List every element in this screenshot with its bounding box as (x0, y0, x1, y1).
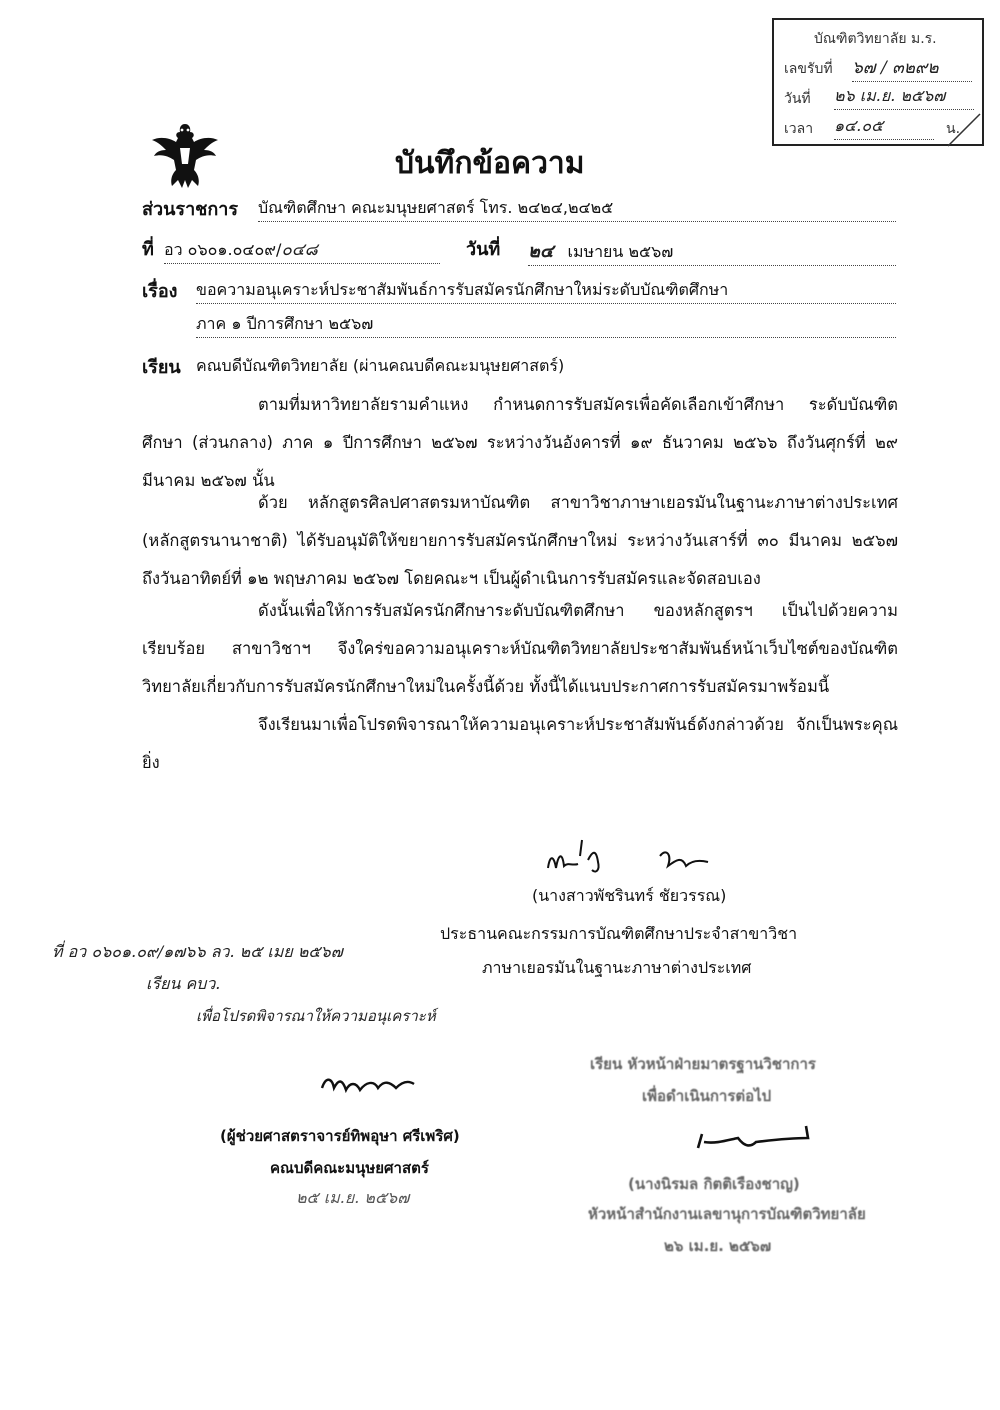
stamp-receipt-label: เลขรับที่ (784, 61, 833, 77)
body-paragraph-2: ด้วย หลักสูตรศิลปศาสตรมหาบัณฑิต สาขาวิชาภาษาเยอรมันในฐานะภาษาต่างประเทศ (หลักสูตรนานาชาติ) ได้รับอนุมัติให้ขยายการรับสมัครนักศึกษาใหม่ ระหว่างวันเสาร์ที่ ๓๐ มีนาคม ๒๕๖๗ ถึงวันอาทิตย์ที่ ๑๒ พฤษภาคม ๒๕๖๗ โดยคณะฯ เป็นผู้ดำเนินการรับสมัครและจัดสอบเอง (142, 493, 898, 588)
secretary-signature (692, 1118, 816, 1158)
agency-value: บัณฑิตศึกษา คณะมนุษยศาสตร์ โทร. ๒๔๒๔,๒๔๒๕ (258, 196, 896, 222)
date-label: วันที่ (466, 239, 501, 260)
to-label: เรียน (142, 357, 181, 378)
stamp-time-value: ๑๔.๐๕ (834, 114, 934, 140)
endorse-right-purpose: เพื่อดำเนินการต่อไป (642, 1087, 772, 1105)
endorse-left-date: ๒๕ เม.ย. ๒๕๖๗ (296, 1188, 410, 1207)
signer-signature (540, 826, 760, 886)
endorse-right-position: หัวหน้าสำนักงานเลขานุการบัณฑิตวิทยาลัย (588, 1205, 866, 1223)
subject-label: เรื่อง (142, 281, 178, 302)
date-value: เมษายน ๒๕๖๗ (567, 242, 674, 261)
date-line (528, 236, 896, 266)
to-value: คณบดีบัณฑิตวิทยาลัย (ผ่านคณบดีคณะมนุษยศาสตร์) (196, 356, 565, 375)
date-handwritten: ๒๔ (528, 241, 554, 262)
garuda-emblem-icon (146, 118, 224, 192)
dean-signature (316, 1066, 420, 1100)
stamp-receipt-no: ๖๗ / ๓๒๙๒ (852, 54, 972, 82)
endorse-right-to: เรียน หัวหน้าฝ่ายมาตรฐานวิชาการ (590, 1055, 816, 1073)
stamp-time-label: เวลา (784, 121, 814, 137)
ref-label: ที่ (142, 239, 154, 260)
signer-name: (นางสาวพัชรินทร์ ชัยวรรณ) (532, 886, 727, 905)
ref-line (164, 236, 440, 264)
signer-position-1: ประธานคณะกรรมการบัณฑิตศึกษาประจำสาขาวิชา (440, 924, 798, 943)
ref-value: อว ๐๖๐๑.๐๔๐๙/ (164, 240, 282, 259)
stamp-time-unit: น. (946, 121, 961, 137)
subject-line-1: ขอความอนุเคราะห์ประชาสัมพันธ์การรับสมัครนักศึกษาใหม่ระดับบัณฑิตศึกษา (196, 278, 896, 304)
endorse-left-to: เรียน คบว. (146, 974, 221, 993)
stamp-date-value: ๒๖ เม.ย. ๒๕๖๗ (834, 84, 974, 110)
receipt-stamp (772, 18, 984, 146)
stamp-date-label: วันที่ (784, 91, 811, 107)
stamp-org: บัณฑิตวิทยาลัย ม.ร. (814, 31, 937, 47)
endorse-left-name: (ผู้ช่วยศาสตราจารย์ทิพอุษา ศรีเพริศ) (220, 1127, 460, 1145)
signer-position-2: ภาษาเยอรมันในฐานะภาษาต่างประเทศ (482, 958, 752, 977)
endorse-right-name: (นางนิรมล กิตติเรืองชาญ) (628, 1175, 800, 1193)
endorse-left-position: คณบดีคณะมนุษยศาสตร์ (270, 1159, 429, 1177)
endorse-right-date: ๒๖ เม.ย. ๒๕๖๗ (664, 1237, 772, 1255)
subject-line-2: ภาค ๑ ปีการศึกษา ๒๕๖๗ (196, 312, 896, 338)
memo-title: บันทึกข้อความ (395, 146, 585, 181)
body-paragraph-1: ตามที่มหาวิทยาลัยรามคำแหง กำหนดการรับสมัครเพื่อคัดเลือกเข้าศึกษา ระดับบัณฑิตศึกษา (ส่วนกลาง) ภาค ๑ ปีการศึกษา ๒๕๖๗ ระหว่างวันอังคารที่ ๑๙ ธันวาคม ๒๕๖๖ ถึงวันศุกร์ที่ ๒๙ มีนาคม ๒๕๖๗ นั้น (142, 395, 898, 490)
body-paragraph-4: จึงเรียนมาเพื่อโปรดพิจารณาให้ความอนุเคราะห์ประชาสัมพันธ์ดังกล่าวด้วย จักเป็นพระคุณยิ่ง (142, 715, 898, 772)
stamp-slash-mark (944, 110, 984, 150)
ref-handwritten: ๐๔๘ (281, 240, 318, 260)
endorse-left-purpose: เพื่อโปรดพิจารณาให้ความอนุเคราะห์ (196, 1007, 436, 1025)
agency-label: ส่วนราชการ (142, 199, 239, 220)
body-paragraph-3: ดังนั้นเพื่อให้การรับสมัครนักศึกษาระดับบัณฑิตศึกษา ของหลักสูตรฯ เป็นไปด้วยความเรียบร้อย สาขาวิชาฯ จึงใคร่ขอความอนุเคราะห์บัณฑิตวิทยาลัยประชาสัมพันธ์หน้าเว็บไซต์ของบัณฑิตวิทยาลัยเกี่ยวกับการรับสมัครนักศึกษาใหม่ในครั้งนี้ด้วย ทั้งนี้ได้แนบประกาศการรับสมัครมาพร้อมนี้ (142, 601, 898, 696)
endorse-left-ref: ที่ อว ๐๖๐๑.๐๙/๑๗๖๖ ลว. ๒๕ เมย ๒๕๖๗ (52, 942, 343, 961)
